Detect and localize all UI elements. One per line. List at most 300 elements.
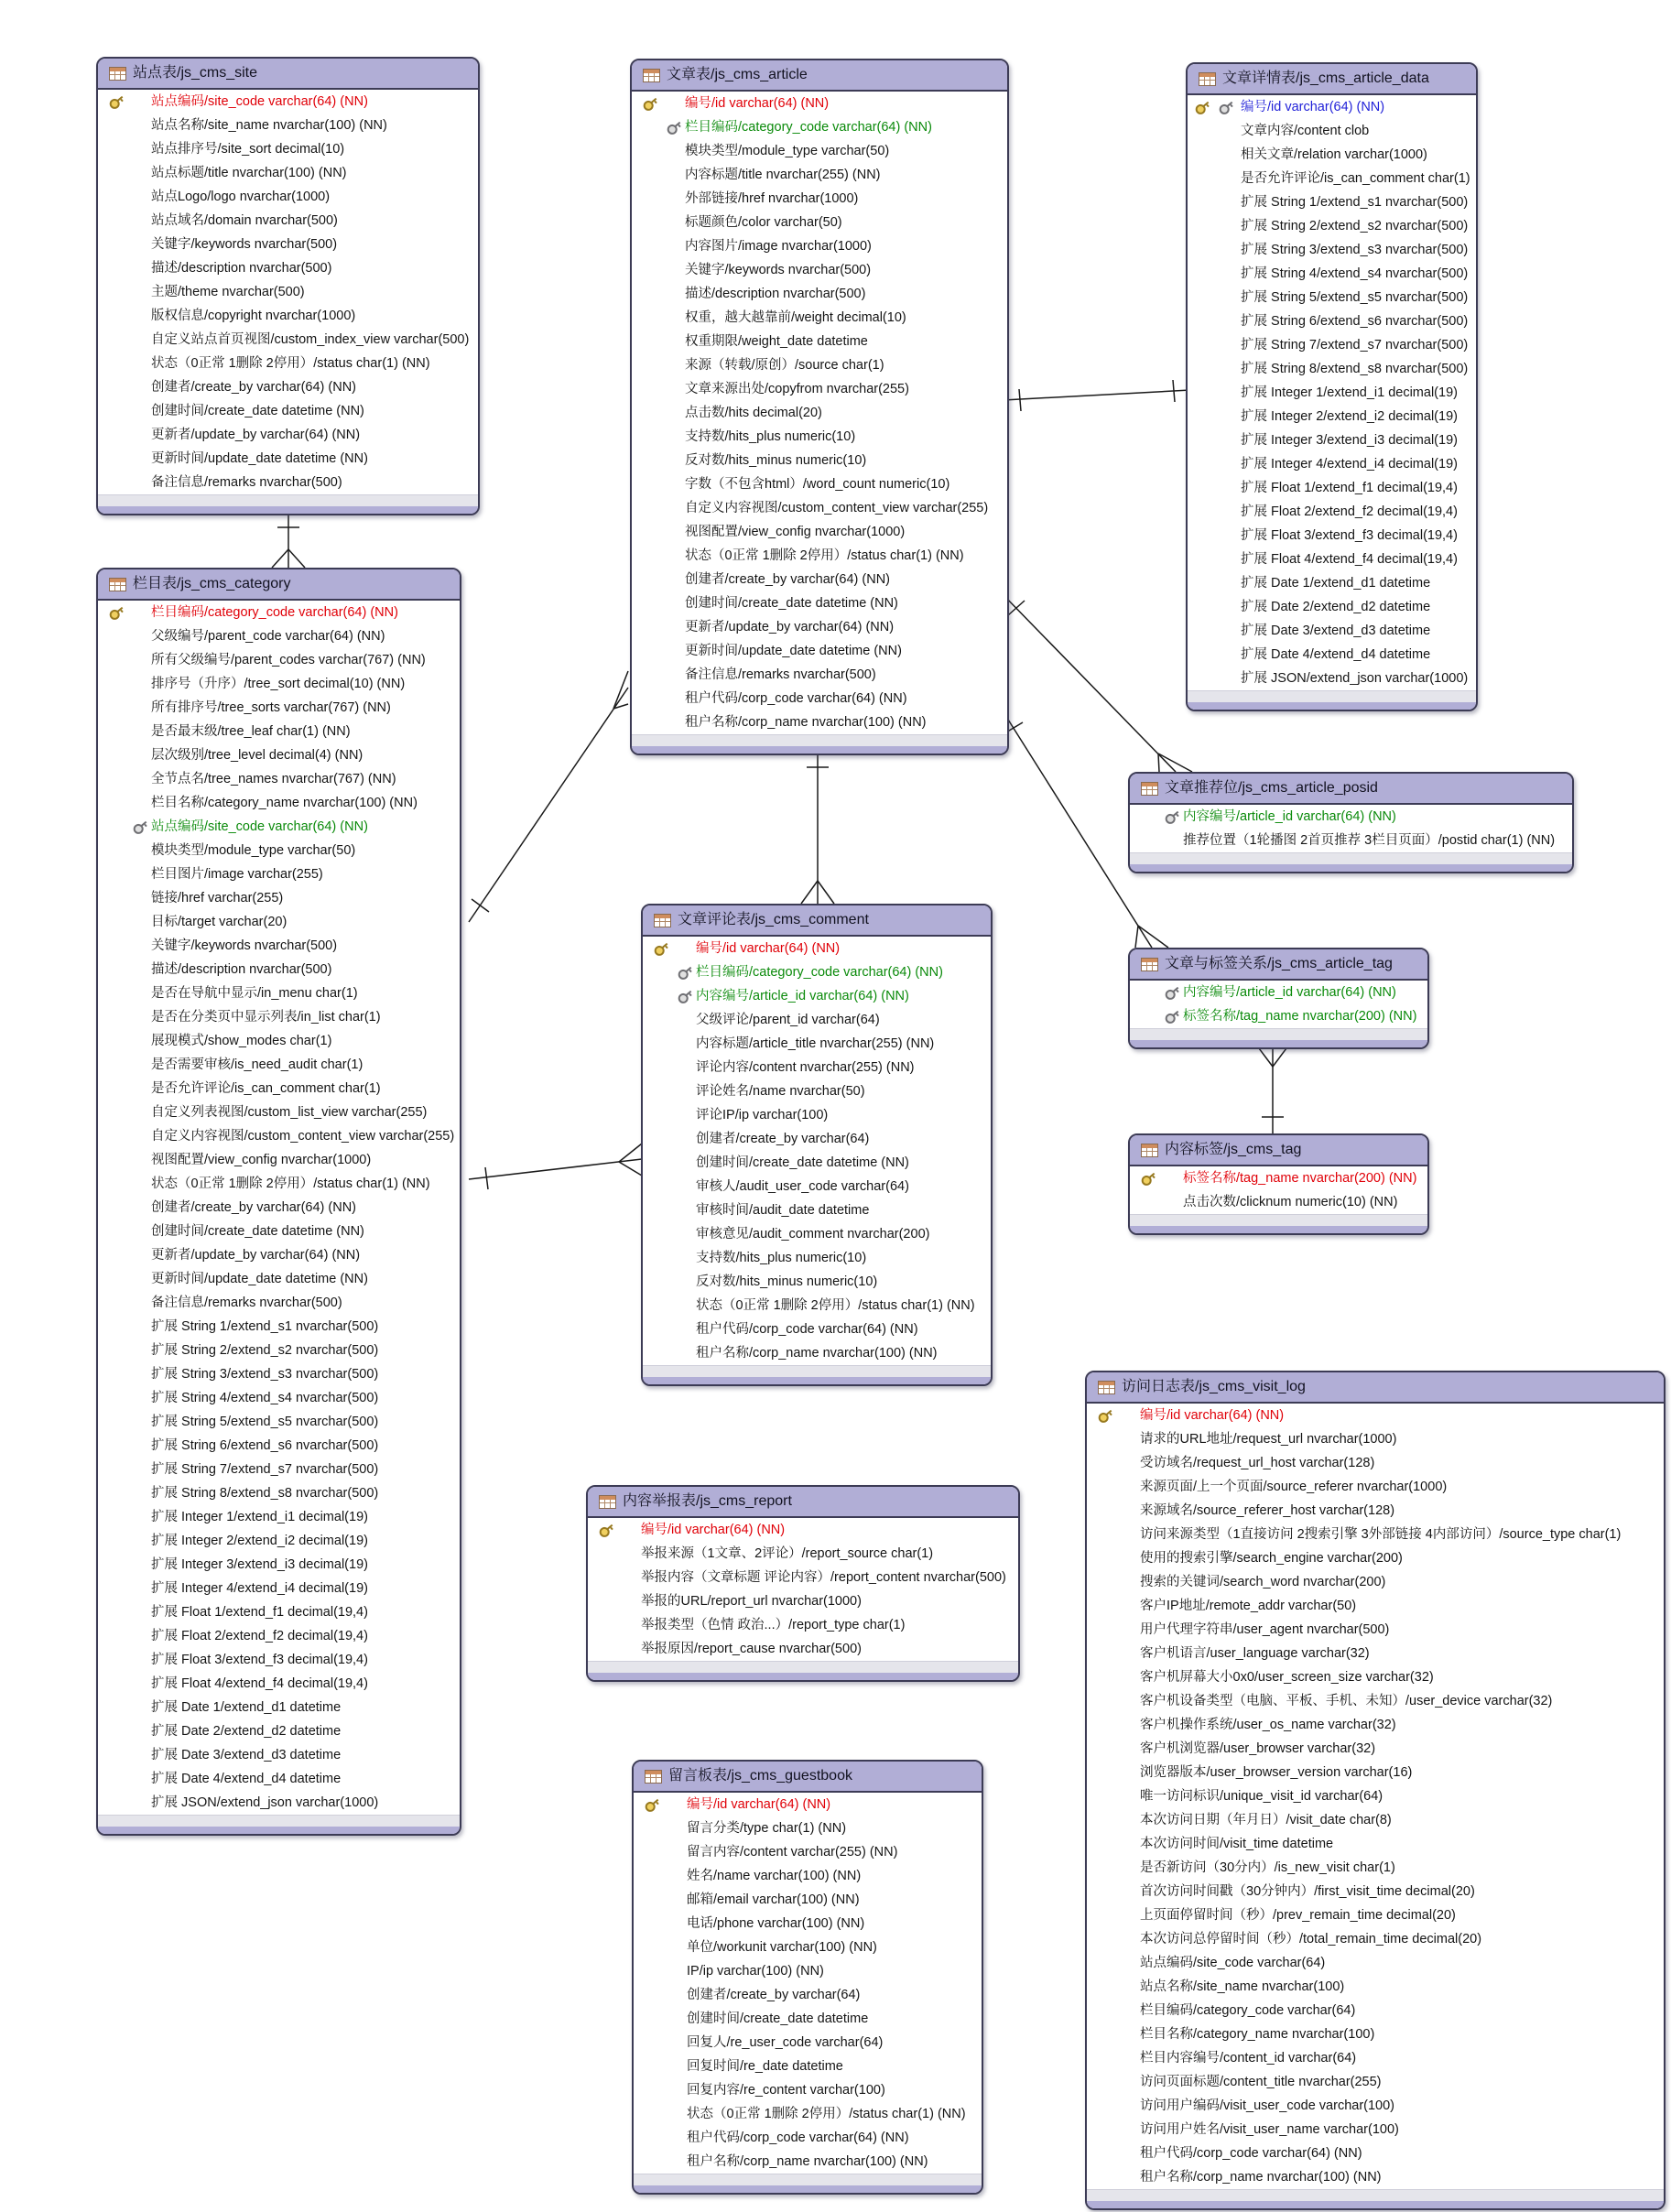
field-row xyxy=(588,1542,1018,1566)
table-js_cms_guestbook[interactable] xyxy=(632,1760,983,2195)
field-row xyxy=(643,1032,991,1056)
key-tooth xyxy=(1230,104,1232,108)
field-row xyxy=(1188,167,1476,190)
field-row xyxy=(98,185,478,209)
field-row xyxy=(634,1840,982,1864)
field-text: 编号/id varchar(64) (NN) xyxy=(1241,100,1385,114)
field-text: 备注信息/remarks nvarchar(500) xyxy=(151,475,342,490)
field-row xyxy=(632,187,1007,211)
field-text: 编号/id varchar(64) (NN) xyxy=(641,1523,786,1537)
field-text: 扩展 Float 1/extend_f1 decimal(19,4) xyxy=(1241,481,1458,495)
field-row xyxy=(632,496,1007,520)
field-text: 层次级别/tree_level decimal(4) (NN) xyxy=(151,748,363,763)
field-text: 状态（0正常 1删除 2停用）/status char(1) (NN) xyxy=(151,1176,430,1191)
field-text: 评论IP/ip varchar(100) xyxy=(696,1108,829,1122)
field-text: 目标/target varchar(20) xyxy=(151,915,288,929)
field-row xyxy=(98,137,478,161)
field-row xyxy=(1188,95,1476,119)
field-text: 栏目图片/image varchar(255) xyxy=(151,867,323,882)
field-text: 更新者/update_by varchar(64) (NN) xyxy=(151,428,361,442)
field-row xyxy=(1087,1927,1664,1951)
field-row xyxy=(632,663,1007,687)
table-bottom-strip xyxy=(98,506,478,514)
field-text: 栏目编码/category_code varchar(64) (NN) xyxy=(696,965,943,980)
table-fields xyxy=(98,90,478,494)
field-row xyxy=(1087,1451,1664,1475)
field-row xyxy=(98,280,478,304)
field-text: 主题/theme nvarchar(500) xyxy=(151,285,305,299)
field-row xyxy=(1188,309,1476,333)
field-text: 内容编号/article_id varchar(64) (NN) xyxy=(696,989,909,1003)
field-row xyxy=(1130,1004,1427,1028)
field-text: 编号/id varchar(64) (NN) xyxy=(1140,1408,1285,1423)
field-row xyxy=(1087,2094,1664,2118)
field-row xyxy=(98,1243,460,1267)
primary-key-icon xyxy=(1192,97,1214,119)
field-row xyxy=(98,1005,460,1029)
field-row xyxy=(634,2007,982,2031)
field-text: 扩展 Integer 3/extend_i3 decimal(19) xyxy=(151,1557,368,1572)
table-js_cms_comment[interactable] xyxy=(641,904,993,1386)
field-row xyxy=(98,815,460,839)
key-tooth xyxy=(654,101,656,104)
table-icon xyxy=(1141,782,1158,796)
table-footer xyxy=(588,1661,1018,1673)
field-row xyxy=(1087,1642,1664,1665)
table-header xyxy=(1130,1135,1427,1166)
field-row xyxy=(1087,1404,1664,1427)
table-title: 留言板表/js_cms_guestbook xyxy=(668,1768,852,1784)
field-row xyxy=(1087,1856,1664,1880)
field-row xyxy=(643,1198,991,1222)
field-text: 租户名称/corp_name nvarchar(100) (NN) xyxy=(696,1346,938,1361)
field-text: 栏目名称/category_name nvarchar(100) (NN) xyxy=(151,796,418,810)
table-footer xyxy=(1087,2189,1664,2201)
field-row xyxy=(632,568,1007,591)
field-row xyxy=(1188,595,1476,619)
field-row xyxy=(98,352,478,375)
field-text: 扩展 Integer 2/extend_i2 decimal(19) xyxy=(1241,409,1458,424)
table-footer xyxy=(1188,690,1476,702)
field-row xyxy=(1087,1975,1664,1999)
field-row xyxy=(98,1077,460,1101)
field-text: 描述/description nvarchar(500) xyxy=(151,962,332,977)
table-js_cms_article[interactable] xyxy=(630,59,1009,755)
field-row xyxy=(98,1648,460,1672)
field-text: 自定义站点首页视图/custom_index_view varchar(500) xyxy=(151,332,470,347)
table-title: 文章评论表/js_cms_comment xyxy=(678,912,869,927)
field-text: 本次访问总停留时间（秒）/total_remain_time decimal(20) xyxy=(1140,1932,1482,1946)
field-row xyxy=(634,1793,982,1816)
table-bottom-strip xyxy=(632,746,1007,754)
field-row xyxy=(1188,428,1476,452)
field-row xyxy=(632,401,1007,425)
field-row xyxy=(1087,1689,1664,1713)
field-text: 关键字/keywords nvarchar(500) xyxy=(151,237,338,252)
field-row xyxy=(643,1270,991,1294)
field-row xyxy=(643,1175,991,1198)
field-text: 标题颜色/color varchar(50) xyxy=(685,215,842,230)
field-row xyxy=(643,984,991,1008)
table-header xyxy=(1087,1372,1664,1404)
field-row xyxy=(98,161,478,185)
foreign-key-icon xyxy=(675,962,697,984)
field-row xyxy=(98,423,478,447)
field-text: 站点域名/domain nvarchar(500) xyxy=(151,213,338,228)
primary-key-icon xyxy=(1095,1405,1117,1427)
relationship-segment-article-articledata xyxy=(1019,389,1021,411)
field-row xyxy=(98,1362,460,1386)
table-footer xyxy=(1130,1028,1427,1040)
field-text: 创建时间/create_date datetime (NN) xyxy=(685,596,898,611)
field-text: 扩展 Date 4/extend_d4 datetime xyxy=(151,1772,342,1786)
field-text: 视图配置/view_config nvarchar(1000) xyxy=(151,1153,372,1167)
field-row xyxy=(634,1816,982,1840)
table-fields xyxy=(1130,1166,1427,1214)
table-fields xyxy=(632,92,1007,734)
field-text: 点击数/hits decimal(20) xyxy=(685,406,822,420)
field-row xyxy=(1188,357,1476,381)
field-row xyxy=(634,1936,982,1959)
table-bottom-strip xyxy=(588,1673,1018,1680)
table-icon xyxy=(1199,72,1216,86)
table-title: 文章与标签关系/js_cms_article_tag xyxy=(1165,956,1393,971)
field-text: 扩展 Float 2/extend_f2 decimal(19,4) xyxy=(1241,504,1458,519)
field-text: 扩展 JSON/extend_json varchar(1000) xyxy=(1241,671,1469,686)
field-row xyxy=(1087,1570,1664,1594)
field-row xyxy=(1087,1499,1664,1523)
field-row xyxy=(632,544,1007,568)
field-text: 请求的URL地址/request_url nvarchar(1000) xyxy=(1140,1432,1397,1447)
field-text: 字数（不包含html）/word_count numeric(10) xyxy=(685,477,950,492)
field-row xyxy=(98,1339,460,1362)
table-js_cms_tag[interactable] xyxy=(1128,1133,1429,1235)
field-row xyxy=(632,139,1007,163)
table-bottom-strip xyxy=(1130,1226,1427,1233)
field-row xyxy=(588,1518,1018,1542)
field-text: 父级编号/parent_code varchar(64) (NN) xyxy=(151,629,385,644)
table-title: 文章详情表/js_cms_article_data xyxy=(1222,70,1429,86)
field-row xyxy=(98,1267,460,1291)
field-text: 扩展 String 5/extend_s5 nvarchar(500) xyxy=(1241,290,1469,305)
field-text: 客户机设备类型（电脑、平板、手机、未知）/user_device varchar(32) xyxy=(1140,1694,1553,1708)
field-row xyxy=(1188,190,1476,214)
field-row xyxy=(98,1624,460,1648)
field-row xyxy=(98,471,478,494)
field-text: 举报来源（1文章、2评论）/report_source char(1) xyxy=(641,1546,934,1561)
field-row xyxy=(1087,1761,1664,1784)
field-text: 自定义内容视图/custom_content_view varchar(255) xyxy=(151,1129,455,1144)
field-text: 内容编号/article_id varchar(64) (NN) xyxy=(1183,809,1396,824)
field-text: 扩展 Float 1/extend_f1 decimal(19,4) xyxy=(151,1605,368,1620)
field-row xyxy=(1087,1903,1664,1927)
key-tooth xyxy=(1152,1176,1155,1179)
table-footer xyxy=(1130,1214,1427,1226)
field-row xyxy=(634,1888,982,1912)
table-js_cms_report[interactable] xyxy=(586,1485,1020,1682)
field-text: 创建时间/create_date datetime (NN) xyxy=(696,1155,909,1170)
field-text: 用户代理字符串/user_agent nvarchar(500) xyxy=(1140,1622,1390,1637)
field-row xyxy=(98,233,478,256)
field-row xyxy=(98,1672,460,1696)
field-text: 创建者/create_by varchar(64) (NN) xyxy=(151,380,356,395)
field-text: 租户名称/corp_name nvarchar(100) (NN) xyxy=(1140,2170,1382,2185)
field-text: 审核意见/audit_comment nvarchar(200) xyxy=(696,1227,930,1242)
table-fields xyxy=(1130,805,1572,852)
field-row xyxy=(98,328,478,352)
field-row xyxy=(1087,1546,1664,1570)
field-text: 扩展 Integer 3/extend_i3 decimal(19) xyxy=(1241,433,1458,448)
key-tooth xyxy=(689,970,691,973)
key-tooth xyxy=(665,946,667,949)
key-tooth xyxy=(144,824,146,828)
field-text: 扩展 Date 4/extend_d4 datetime xyxy=(1241,647,1431,662)
field-text: 创建者/create_by varchar(64) (NN) xyxy=(151,1200,356,1215)
table-header xyxy=(634,1762,982,1793)
field-row xyxy=(1188,238,1476,262)
field-row xyxy=(632,520,1007,544)
field-row xyxy=(632,425,1007,449)
field-row xyxy=(643,937,991,960)
table-bottom-strip xyxy=(1130,1040,1427,1047)
field-text: 扩展 String 4/extend_s4 nvarchar(500) xyxy=(151,1391,379,1405)
field-text: 电话/phone varchar(100) (NN) xyxy=(687,1916,865,1931)
field-text: 首次访问时间戳（30分钟内）/first_visit_time decimal(20) xyxy=(1140,1884,1475,1899)
field-text: 备注信息/remarks nvarchar(500) xyxy=(151,1296,342,1310)
field-text: 访问来源类型（1直接访问 2搜索引擎 3外部链接 4内部访问）/source_type char(1) xyxy=(1140,1527,1622,1542)
field-row xyxy=(98,1172,460,1196)
field-text: 租户代码/corp_code varchar(64) (NN) xyxy=(685,691,907,706)
field-row xyxy=(98,862,460,886)
field-row xyxy=(634,2126,982,2150)
field-row xyxy=(1188,571,1476,595)
table-fields xyxy=(1130,981,1427,1028)
field-row xyxy=(98,624,460,648)
table-fields xyxy=(643,937,991,1365)
table-js_cms_article_data[interactable] xyxy=(1186,62,1478,711)
field-text: 回复时间/re_date datetime xyxy=(687,2059,843,2074)
field-text: 扩展 Float 3/extend_f3 decimal(19,4) xyxy=(151,1653,368,1667)
field-row xyxy=(643,1246,991,1270)
field-row xyxy=(98,1505,460,1529)
field-text: 创建时间/create_date datetime (NN) xyxy=(151,1224,364,1239)
primary-key-icon xyxy=(106,92,128,114)
field-row xyxy=(632,234,1007,258)
key-tooth xyxy=(1176,990,1178,993)
field-text: 站点名称/site_name nvarchar(100) (NN) xyxy=(151,118,387,133)
field-row xyxy=(98,1600,460,1624)
field-text: 创建者/create_by varchar(64) xyxy=(696,1132,870,1146)
table-title: 访问日志表/js_cms_visit_log xyxy=(1122,1379,1306,1394)
field-text: 邮箱/email varchar(100) (NN) xyxy=(687,1892,860,1907)
field-row xyxy=(98,114,478,137)
field-text: 扩展 Float 4/extend_f4 decimal(19,4) xyxy=(1241,552,1458,567)
field-text: 更新时间/update_date datetime (NN) xyxy=(151,1272,368,1286)
field-text: 扩展 String 4/extend_s4 nvarchar(500) xyxy=(1241,266,1469,281)
field-row xyxy=(1188,452,1476,476)
table-bottom-strip xyxy=(1087,2201,1664,2208)
relationship-segment-article-comment xyxy=(818,881,834,904)
field-text: 反对数/hits_minus numeric(10) xyxy=(685,453,867,468)
foreign-key-icon xyxy=(1162,982,1184,1004)
field-text: 留言内容/content varchar(255) (NN) xyxy=(687,1845,898,1860)
field-row xyxy=(588,1566,1018,1589)
field-text: 访问用户编码/visit_user_code varchar(100) xyxy=(1140,2098,1395,2113)
field-text: 点击次数/clicknum numeric(10) (NN) xyxy=(1183,1195,1398,1209)
field-text: 访问页面标题/content_title nvarchar(255) xyxy=(1140,2075,1382,2089)
field-text: 支持数/hits_plus numeric(10) xyxy=(685,429,856,444)
table-header xyxy=(1130,774,1572,805)
field-row xyxy=(98,304,478,328)
table-icon xyxy=(1141,958,1158,971)
field-text: 内容编号/article_id varchar(64) (NN) xyxy=(1183,985,1396,1000)
field-text: 单位/workunit varchar(100) (NN) xyxy=(687,1940,877,1955)
field-text: 扩展 Date 3/extend_d3 datetime xyxy=(1241,623,1431,638)
relationship-segment-article-posid xyxy=(1004,595,1176,772)
field-text: 是否在导航中显示/in_menu char(1) xyxy=(151,986,358,1001)
relationship-segment-article-articledata xyxy=(1173,380,1175,402)
relationship-segment-article-comment xyxy=(801,881,818,904)
field-row xyxy=(1087,1832,1664,1856)
field-text: 扩展 String 8/extend_s8 nvarchar(500) xyxy=(151,1486,379,1501)
table-icon xyxy=(643,69,660,82)
table-header xyxy=(98,59,478,90)
field-row xyxy=(634,1983,982,2007)
field-row xyxy=(634,2055,982,2078)
relationship-segment-site-category xyxy=(288,549,305,568)
field-text: 扩展 String 2/extend_s2 nvarchar(500) xyxy=(151,1343,379,1358)
relationship-segment-category-comment xyxy=(485,1167,488,1189)
table-title: 内容举报表/js_cms_report xyxy=(623,1493,792,1509)
field-row xyxy=(588,1613,1018,1637)
field-text: 关键字/keywords nvarchar(500) xyxy=(151,938,338,953)
field-row xyxy=(1087,1523,1664,1546)
field-row xyxy=(1188,500,1476,524)
table-icon xyxy=(654,914,671,927)
field-text: 更新者/update_by varchar(64) (NN) xyxy=(151,1248,361,1263)
field-row xyxy=(98,399,478,423)
field-text: 编号/id varchar(64) (NN) xyxy=(687,1797,831,1812)
field-text: 状态（0正常 1删除 2停用）/status char(1) (NN) xyxy=(687,2107,966,2121)
field-row xyxy=(1188,524,1476,548)
field-row xyxy=(1087,1665,1664,1689)
key-tooth xyxy=(1109,1413,1112,1416)
field-row xyxy=(98,934,460,958)
field-text: 文章来源出处/copyfrom nvarchar(255) xyxy=(685,382,909,396)
table-js_cms_article_tag[interactable] xyxy=(1128,948,1429,1049)
table-js_cms_category[interactable] xyxy=(96,568,461,1836)
field-row xyxy=(632,710,1007,734)
field-text: 站点编码/site_code varchar(64) (NN) xyxy=(151,94,368,109)
field-text: 来源（转载/原创）/source char(1) xyxy=(685,358,884,373)
field-text: 创建者/create_by varchar(64) (NN) xyxy=(685,572,890,587)
primary-key-icon xyxy=(651,938,673,960)
field-row xyxy=(1188,262,1476,286)
field-text: 标签名称/tag_name nvarchar(200) (NN) xyxy=(1183,1009,1417,1024)
field-text: 模块类型/module_type varchar(50) xyxy=(151,843,356,858)
field-row xyxy=(632,687,1007,710)
field-row xyxy=(634,1912,982,1936)
field-text: 扩展 Date 2/extend_d2 datetime xyxy=(1241,600,1431,614)
field-row xyxy=(98,1410,460,1434)
field-text: 留言分类/type char(1) (NN) xyxy=(687,1821,847,1836)
table-icon xyxy=(109,67,126,81)
table-js_cms_article_posid[interactable] xyxy=(1128,772,1574,873)
field-row xyxy=(98,1291,460,1315)
field-text: 排序号（升序）/tree_sort decimal(10) (NN) xyxy=(151,677,406,691)
field-row xyxy=(1188,405,1476,428)
table-title: 栏目表/js_cms_category xyxy=(133,576,291,591)
field-row xyxy=(98,767,460,791)
field-text: 本次访问时间/visit_time datetime xyxy=(1140,1837,1334,1851)
field-text: 栏目编码/category_code varchar(64) xyxy=(1140,2003,1356,2018)
field-text: 扩展 String 2/extend_s2 nvarchar(500) xyxy=(1241,219,1469,233)
field-text: 创建时间/create_date datetime (NN) xyxy=(151,404,364,418)
field-row xyxy=(643,1056,991,1079)
field-row xyxy=(632,258,1007,282)
table-footer xyxy=(98,1815,460,1827)
table-js_cms_site[interactable] xyxy=(96,57,480,515)
table-header xyxy=(1188,64,1476,95)
field-text: 站点Logo/logo nvarchar(1000) xyxy=(151,190,331,204)
field-row xyxy=(1087,1475,1664,1499)
foreign-key-icon xyxy=(130,817,152,839)
field-text: 扩展 String 5/extend_s5 nvarchar(500) xyxy=(151,1415,379,1429)
field-row xyxy=(643,960,991,984)
field-text: 状态（0正常 1删除 2停用）/status char(1) (NN) xyxy=(685,548,964,563)
field-row xyxy=(632,306,1007,330)
key-tooth xyxy=(656,1802,658,1805)
field-row xyxy=(1130,981,1427,1004)
field-row xyxy=(98,1315,460,1339)
key-tooth xyxy=(678,125,680,128)
field-text: 扩展 Integer 1/extend_i1 decimal(19) xyxy=(151,1510,368,1524)
field-text: 客户机语言/user_language varchar(32) xyxy=(1140,1646,1370,1661)
field-text: 栏目内容编号/content_id varchar(64) xyxy=(1140,2051,1357,2066)
table-footer xyxy=(643,1365,991,1377)
table-header xyxy=(643,905,991,937)
table-title: 内容标签/js_cms_tag xyxy=(1165,1142,1302,1157)
field-text: 租户代码/corp_code varchar(64) (NN) xyxy=(687,2131,909,2145)
field-text: 访问用户姓名/visit_user_name varchar(100) xyxy=(1140,2122,1399,2137)
field-text: 编号/id varchar(64) (NN) xyxy=(696,941,841,956)
key-tooth xyxy=(120,99,123,103)
table-footer xyxy=(1130,852,1572,864)
field-row xyxy=(1130,1166,1427,1190)
field-row xyxy=(98,648,460,672)
primary-key-icon xyxy=(642,1795,664,1816)
field-text: 浏览器版本/user_browser_version varchar(16) xyxy=(1140,1765,1413,1780)
field-row xyxy=(1188,214,1476,238)
field-row xyxy=(1087,1618,1664,1642)
relationship-segment-article-posid xyxy=(1158,754,1159,772)
primary-key-icon xyxy=(596,1520,618,1542)
field-row xyxy=(634,2102,982,2126)
relationship-segment-category-article xyxy=(469,688,628,922)
field-text: 客户机操作系统/user_os_name varchar(32) xyxy=(1140,1718,1396,1732)
field-text: 扩展 String 3/extend_s3 nvarchar(500) xyxy=(1241,243,1469,257)
field-text: 关键字/keywords nvarchar(500) xyxy=(685,263,872,277)
field-text: 租户名称/corp_name nvarchar(100) (NN) xyxy=(685,715,927,730)
field-row xyxy=(1188,143,1476,167)
field-row xyxy=(98,447,478,471)
field-row xyxy=(632,615,1007,639)
field-row xyxy=(1188,286,1476,309)
field-row xyxy=(1188,548,1476,571)
table-js_cms_visit_log[interactable] xyxy=(1085,1371,1666,2210)
field-text: 受访域名/request_url_host varchar(128) xyxy=(1140,1456,1375,1470)
field-text: 模块类型/module_type varchar(50) xyxy=(685,144,890,158)
